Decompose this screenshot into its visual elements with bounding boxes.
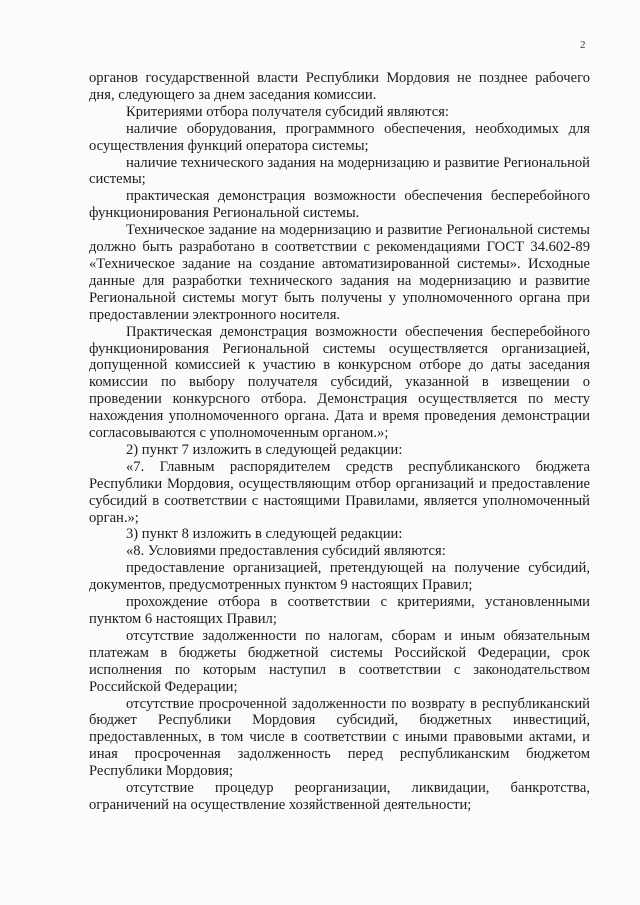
paragraph: Практическая демонстрация возможности обеспечения бесперебойного функционирования Региональной системы осуществляется организацией, допущенной комиссией к участию в конкурсном отборе до даты заседания комиссии по выбору получателя субсидий, указанной в извещении о проведении конкурсного отбора. Демонстрация осуществляется по месту нахождения уполномоченного органа. Дата и время проведения демонстрации согласовываются с уполномоченным органом.»; bbox=[89, 323, 590, 442]
paragraph: 3) пункт 8 изложить в следующей редакции: bbox=[126, 526, 403, 543]
paragraph: наличие оборудования, программного обеспечения, необходимых для осуществления функций оператора системы; bbox=[89, 120, 590, 154]
paragraph: «7. Главным распорядителем средств республиканского бюджета Республики Мордовия, осуществляющим отбор организаций и предоставление субсидий в соответствии с настоящими Правилами, является уполномоченный орган.»; bbox=[89, 458, 590, 526]
page-number: 2 bbox=[580, 39, 586, 51]
paragraph: отсутствие процедур реорганизации, ликвидации, банкротства, ограничений на осуществление хозяйственной деятельности; bbox=[89, 780, 590, 813]
document-body bbox=[89, 70, 590, 814]
paragraph: Критериями отбора получателя субсидий являются: bbox=[126, 103, 449, 120]
paragraph: органов государственной власти Республики Мордовия не позднее рабочего дня, следующего за днем заседания комиссии. bbox=[89, 70, 590, 103]
paragraph: предоставление организацией, претендующей на получение субсидий, документов, предусмотренных пунктом 9 настоящих Правил; bbox=[89, 560, 590, 594]
paragraph: Техническое задание на модернизацию и развитие Региональной системы должно быть разработано в соответствии с рекомендациями ГОСТ 34.602-89 «Техническое задание на создание автоматизированной системы». Исходные данные для разработки технического задания на модернизацию и развитие Региональной системы могут быть получены у уполномоченного органа при предоставлении электронного носителя. bbox=[89, 222, 590, 323]
paragraph: наличие технического задания на модернизацию и развитие Региональной системы; bbox=[89, 154, 590, 188]
paragraph: отсутствие просроченной задолженности по возврату в республиканский бюджет Республики Мордовия субсидий, бюджетных инвестиций, предоставленных, в том числе в соответствии с иными правовыми актами, и иная просроченная задолженность перед республиканским бюджетом Республики Мордовия; bbox=[89, 695, 590, 780]
paragraph: «8. Условиями предоставления субсидий являются: bbox=[126, 543, 446, 560]
paragraph: практическая демонстрация возможности обеспечения бесперебойного функционирования Региональной системы. bbox=[89, 188, 590, 222]
paragraph: прохождение отбора в соответствии с критериями, установленными пунктом 6 настоящих Правил; bbox=[89, 594, 590, 627]
paragraph: 2) пункт 7 изложить в следующей редакции: bbox=[126, 441, 403, 458]
paragraph: отсутствие задолженности по налогам, сборам и иным обязательным платежам в бюджеты бюджетной системы Российской Федерации, срок исполнения по которым наступил в соответствии с законодательством Российской Федерации; bbox=[89, 627, 590, 695]
